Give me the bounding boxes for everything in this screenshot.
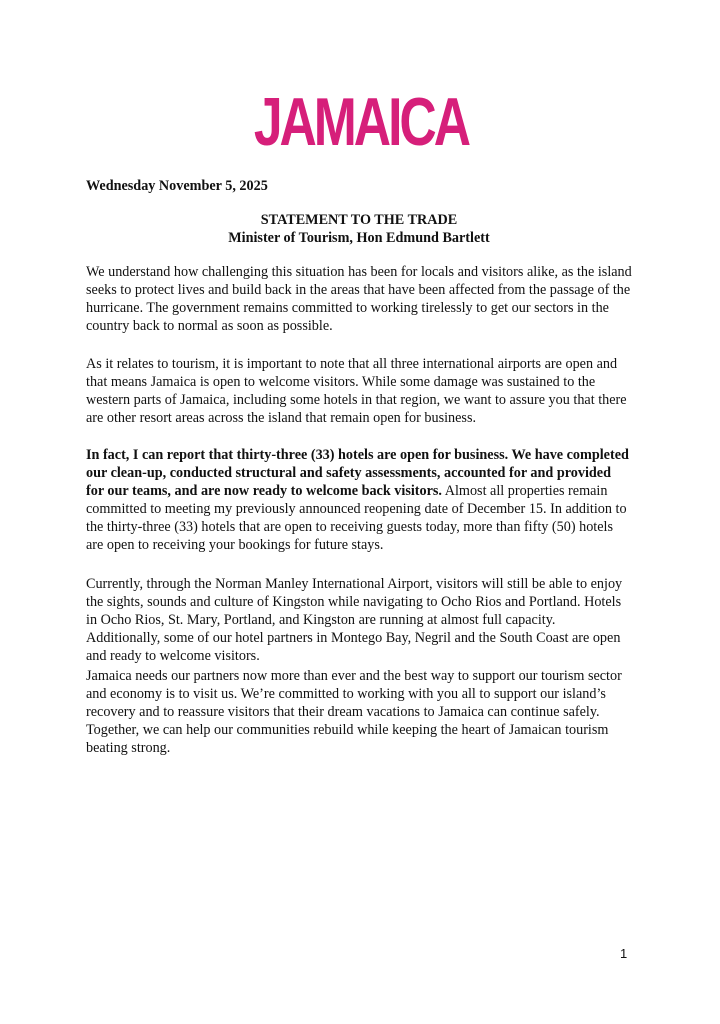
paragraph-1: We understand how challenging this situation has been for locals and visitors alike, as the island seeks to protect lives and build back in the areas that have been affected from the passage of the hurricane. The government remains committed to working tirelessly to get our sectors in the country back to normal as soon as possible. xyxy=(86,264,632,335)
statement-subtitle: Minister of Tourism, Hon Edmund Bartlett xyxy=(228,230,490,246)
page-number: 1 xyxy=(620,946,628,961)
logo-wordmark: JAMAICA xyxy=(253,84,468,160)
statement-title: STATEMENT TO THE TRADE xyxy=(260,212,458,228)
jamaica-logo xyxy=(253,82,468,162)
paragraph-3-body: Almost all properties remain committed to meeting my previously announced reopening date of December 15. In addition to the thirty-three (33) hotels that are open to receiving guests today, more than fifty (50) hotels are open to receiving your bookings for future stays. xyxy=(86,483,627,554)
paragraph-3 xyxy=(86,446,632,555)
statement-date: Wednesday November 5, 2025 xyxy=(86,178,268,194)
paragraph-2: As it relates to tourism, it is important to note that all three international airports are open and that means Jamaica is open to welcome visitors. While some damage was sustained to the western parts of Jamaica, including some hotels in that region, we want to assure you that there are other resort areas across the island that remain open for business. xyxy=(86,356,627,427)
paragraph-5: Jamaica needs our partners now more than ever and the best way to support our tourism sector and economy is to visit us. We’re committed to working with you all to support our island’s recovery and to reassure visitors that their dream vacations to Jamaica can continue safely. Together, we can help our communities rebuild while keeping the heart of Jamaican tourism beating strong. xyxy=(86,668,622,757)
paragraph-4: Currently, through the Norman Manley International Airport, visitors will still be able to enjoy the sights, sounds and culture of Kingston while navigating to Ocho Rios and Portland. Hotels in Ocho Rios, St. Mary, Portland, and Kingston are running at almost full capacity. Additionally, some of our hotel partners in Montego Bay, Negril and the South Coast are open and ready to welcome visitors. xyxy=(86,576,623,665)
paragraph-3-bold-lead: In fact, I can report that thirty-three (33) hotels are open for business. We have completed our clean-up, conducted structural and safety assessments, accounted for and provided for our teams, and are now ready to welcome back visitors. xyxy=(86,447,629,500)
